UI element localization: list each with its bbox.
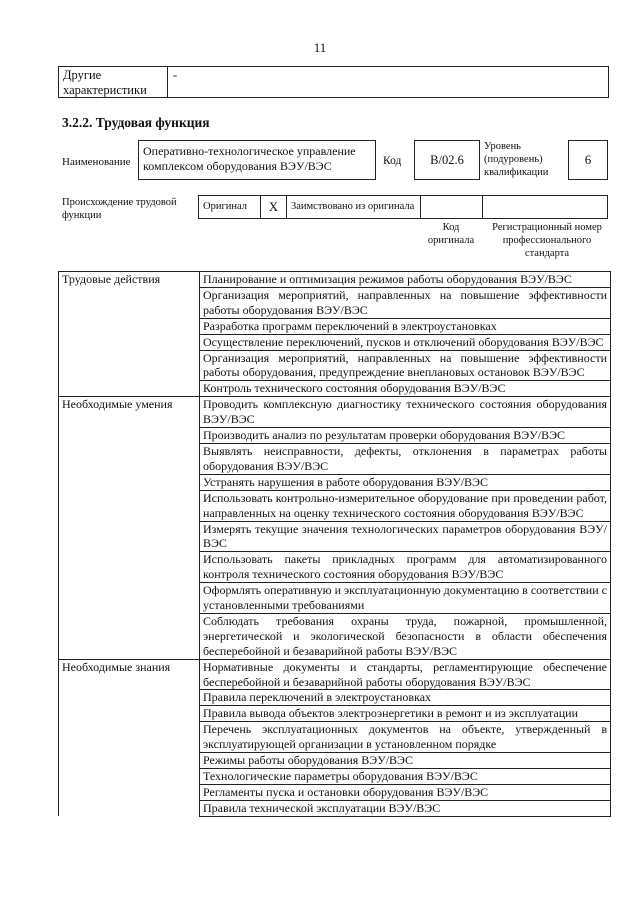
- section-label-cont: [59, 753, 200, 769]
- table-row: [59, 334, 611, 350]
- section-item: Производить анализ по результатам проверки оборудования ВЭУ/ВЭС: [200, 428, 611, 444]
- section-label: Трудовые действия: [59, 272, 200, 288]
- section-label-cont: [59, 287, 200, 318]
- name-label: Наименование: [62, 156, 131, 168]
- reg-number-caption: Регистрационный номер профессионального стандарта: [492, 222, 602, 259]
- code-label: Код: [383, 155, 402, 167]
- section-label-cont: [59, 443, 200, 474]
- function-code-box: B/02.6: [414, 140, 480, 180]
- section-label-cont: [59, 428, 200, 444]
- table-row: [59, 272, 611, 288]
- section-item: Оформлять оперативную и эксплуатационную документацию в соответствии с установленными требованиями: [200, 583, 611, 614]
- table-row: [59, 318, 611, 334]
- section-item: Проводить комплексную диагностику технического состояния оборудования ВЭУ/ВЭС: [200, 397, 611, 428]
- section-item: Разработка программ переключений в электроустановках: [200, 318, 611, 334]
- other-characteristics-label: Другие характеристики: [63, 68, 147, 97]
- table-row: [59, 397, 611, 428]
- section-label-cont: [59, 334, 200, 350]
- page-number: 11: [313, 40, 327, 55]
- table-row: [59, 381, 611, 397]
- section-label: Необходимые знания: [59, 659, 200, 690]
- section-item: Устранять нарушения в работе оборудования ВЭУ/ВЭС: [200, 474, 611, 490]
- section-item: Планирование и оптимизация режимов работы оборудования ВЭУ/ВЭС: [200, 272, 611, 288]
- section-label-cont: [59, 350, 200, 381]
- table-row: [59, 800, 611, 816]
- table-row: [59, 428, 611, 444]
- other-characteristics-table: [58, 66, 609, 98]
- table-row: [59, 490, 611, 521]
- table-row: [59, 706, 611, 722]
- table-row: [59, 722, 611, 753]
- section-item: Регламенты пуска и остановки оборудования ВЭУ/ВЭС: [200, 784, 611, 800]
- section-label-cont: [59, 521, 200, 552]
- section-item: Правила технической эксплуатации ВЭУ/ВЭС: [200, 800, 611, 816]
- original-mark: X: [261, 196, 287, 218]
- table-row: [59, 659, 611, 690]
- section-label-cont: [59, 490, 200, 521]
- section-item: Перечень эксплуатационных документов на объекте, утвержденный в эксплуатирующей организации в установленном порядке: [200, 722, 611, 753]
- section-label-cont: [59, 381, 200, 397]
- section-item: Организация мероприятий, направленных на повышение эффективности работы оборудования ВЭУ/ВЭС: [200, 287, 611, 318]
- section-item: Режимы работы оборудования ВЭУ/ВЭС: [200, 753, 611, 769]
- section-item: Осуществление переключений, пусков и отключений оборудования ВЭУ/ВЭС: [200, 334, 611, 350]
- section-title: 3.2.2. Трудовая функция: [62, 115, 210, 130]
- section-item: Соблюдать требования охраны труда, пожарной, промышленной, энергетической и экологической безопасности в области обеспечения бесперебойной и безаварийной работы ВЭУ/ВЭС: [200, 613, 611, 659]
- section-item: Нормативные документы и стандарты, регламентирующие обеспечение бесперебойной и безаварийной работы оборудования ВЭУ/ВЭС: [200, 659, 611, 690]
- table-row: [59, 474, 611, 490]
- table-row: [59, 784, 611, 800]
- section-label: Необходимые умения: [59, 397, 200, 428]
- origin-row: [198, 195, 608, 219]
- section-item: Организация мероприятий, направленных на повышение эффективности работы оборудования, предупреждение внеплановых остановок ВЭУ/ВЭС: [200, 350, 611, 381]
- section-label-cont: [59, 769, 200, 785]
- table-row: [59, 552, 611, 583]
- other-characteristics-value: -: [173, 68, 178, 82]
- section-label-cont: [59, 583, 200, 614]
- qualification-level-box: 6: [568, 140, 608, 180]
- section-item: Правила вывода объектов электроэнергетики в ремонт и из эксплуатации: [200, 706, 611, 722]
- table-row: [59, 350, 611, 381]
- section-label-cont: [59, 800, 200, 816]
- borrowed-label: Заимствовано из оригинала: [287, 196, 421, 218]
- table-row: [59, 287, 611, 318]
- section-item: Технологические параметры оборудования ВЭУ/ВЭС: [200, 769, 611, 785]
- original-label: Оригинал: [199, 196, 261, 218]
- table-row: [59, 613, 611, 659]
- section-item: Использовать пакеты прикладных программ для автоматизированного контроля технического состояния оборудования ВЭУ/ВЭС: [200, 552, 611, 583]
- table-row: [59, 443, 611, 474]
- section-item: Использовать контрольно-измерительное оборудование при проведении работ, направленных на оценку технического состояния оборудования ВЭУ/ВЭС: [200, 490, 611, 521]
- section-item: Правила переключений в электроустановках: [200, 690, 611, 706]
- function-details-table: [58, 271, 611, 817]
- section-label-cont: [59, 474, 200, 490]
- table-row: [59, 521, 611, 552]
- table-row: [59, 753, 611, 769]
- table-row: [59, 690, 611, 706]
- section-label-cont: [59, 722, 200, 753]
- table-row: [59, 583, 611, 614]
- section-label-cont: [59, 706, 200, 722]
- section-label-cont: [59, 613, 200, 659]
- section-label-cont: [59, 690, 200, 706]
- section-item: Измерять текущие значения технологических параметров оборудования ВЭУ/ВЭС: [200, 521, 611, 552]
- section-label-cont: [59, 318, 200, 334]
- section-label-cont: [59, 784, 200, 800]
- section-item: Контроль технического состояния оборудования ВЭУ/ВЭС: [200, 381, 611, 397]
- table-row: [59, 769, 611, 785]
- code-original-cell: [421, 196, 483, 218]
- cell-divider: [167, 67, 168, 97]
- origin-label: Происхождение трудовой функции: [62, 197, 177, 221]
- section-item: Выявлять неисправности, дефекты, отклонения в параметрах работы оборудования ВЭУ/ВЭС: [200, 443, 611, 474]
- level-label: Уровень (подуровень) квалификации: [484, 141, 549, 178]
- section-label-cont: [59, 552, 200, 583]
- function-name-box: Оперативно-технологическое управление комплексом оборудования ВЭУ/ВЭС: [138, 140, 376, 180]
- code-original-caption: Код оригинала: [427, 222, 475, 246]
